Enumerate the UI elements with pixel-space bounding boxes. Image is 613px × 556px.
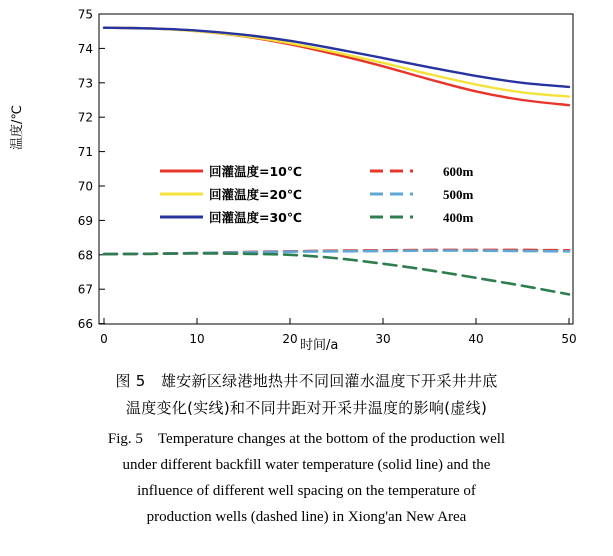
y-tick-label: 69	[77, 213, 93, 228]
caption-en-line-1: Fig. 5 Temperature changes at the bottom of the production well	[107, 431, 506, 447]
legend-label-2: 回灌温度=30℃	[209, 210, 303, 225]
figure-caption	[0, 366, 613, 530]
y-tick-label: 66	[77, 317, 93, 332]
y-axis-title: 温度/℃	[10, 105, 25, 150]
legend-label-4: 500m	[443, 187, 474, 202]
legend-label-0: 回灌温度=10℃	[209, 164, 303, 179]
caption-en-line-4: production wells (dashed line) in Xiong'an New Area	[146, 509, 467, 525]
x-tick-label: 30	[375, 332, 391, 346]
y-tick-label: 67	[77, 282, 93, 297]
caption-en-line-2: under different backfill water temperature (solid line) and the	[122, 457, 491, 473]
caption-cn-line-2: 温度变化(实线)和不同井距对开采井温度的影响(虚线)	[125, 399, 488, 417]
legend-label-1: 回灌温度=20℃	[209, 187, 303, 202]
caption-en-line-3: influence of different well spacing on the temperature of	[137, 483, 476, 499]
y-tick-label: 72	[77, 110, 93, 125]
y-tick-label: 75	[77, 7, 93, 22]
caption-cn-line-1: 图 5 雄安新区绿港地热井不同回灌水温度下开采井井底	[115, 372, 498, 390]
plot-frame	[99, 14, 573, 324]
x-axis-title: 时间/a	[300, 338, 339, 353]
legend-label-3: 600m	[443, 164, 474, 179]
x-tick-label: 10	[189, 332, 205, 346]
y-tick-label: 70	[77, 179, 93, 194]
y-tick-label: 68	[77, 248, 93, 263]
x-tick-label: 40	[468, 332, 484, 346]
y-tick-label: 73	[77, 76, 93, 91]
y-tick-label: 71	[77, 145, 93, 160]
x-tick-label: 20	[282, 332, 298, 346]
x-tick-label: 0	[100, 332, 108, 346]
y-tick-label: 74	[77, 41, 93, 56]
x-tick-label: 50	[561, 332, 577, 346]
legend-label-5: 400m	[443, 210, 474, 225]
